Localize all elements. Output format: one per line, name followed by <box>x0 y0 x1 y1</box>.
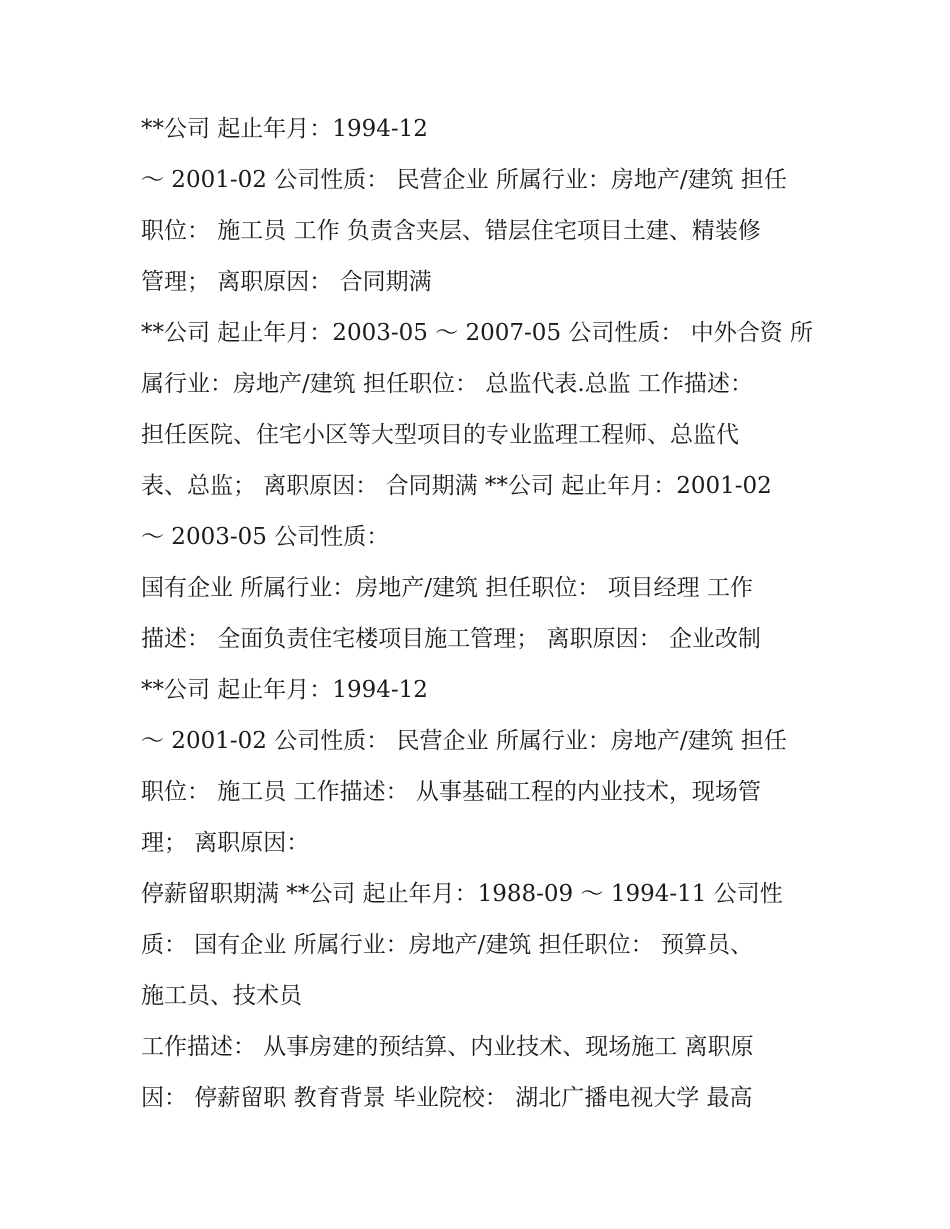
resume-work-history-text <box>141 104 821 1124</box>
text-line: 职位： 施工员 工作描述： 从事基础工程的内业技术，现场管 <box>141 779 761 805</box>
text-line: 属行业：房地产/建筑 担任职位： 总监代表.总监 工作描述： <box>141 371 753 397</box>
text-line: **公司 起止年月：2003-05 ～ 2007-05 公司性质： 中外合资 所 <box>141 320 814 346</box>
text-line: 描述： 全面负责住宅楼项目施工管理； 离职原因： 企业改制 <box>141 626 761 652</box>
text-line: 工作描述： 从事房建的预结算、内业技术、现场施工 离职原 <box>141 1034 754 1060</box>
text-line: 停薪留职期满 **公司 起止年月：1988-09 ～ 1994-11 公司性 <box>141 881 783 907</box>
text-line: **公司 起止年月：1994-12 <box>141 677 428 703</box>
text-line: ～ 2001-02 公司性质： 民营企业 所属行业：房地产/建筑 担任 <box>141 167 787 193</box>
text-line: 国有企业 所属行业：房地产/建筑 担任职位： 项目经理 工作 <box>141 575 753 601</box>
text-line: 理； 离职原因： <box>141 830 310 856</box>
text-line: 因： 停薪留职 教育背景 毕业院校： 湖北广播电视大学 最高 <box>141 1085 753 1111</box>
text-line: 表、总监； 离职原因： 合同期满 **公司 起止年月：2001-02 <box>141 473 772 499</box>
text-line: 担任医院、住宅小区等大型项目的专业监理工程师、总监代 <box>141 422 739 448</box>
text-line: 施工员、技术员 <box>141 983 302 1009</box>
text-line: 职位： 施工员 工作 负责含夹层、错层住宅项目土建、精装修 <box>141 218 761 244</box>
text-line: ～ 2003-05 公司性质： <box>141 524 390 550</box>
text-line: 质： 国有企业 所属行业：房地产/建筑 担任职位： 预算员、 <box>141 932 753 958</box>
text-line: **公司 起止年月：1994-12 <box>141 116 428 142</box>
text-line: 管理； 离职原因： 合同期满 <box>141 269 432 295</box>
text-line: ～ 2001-02 公司性质： 民营企业 所属行业：房地产/建筑 担任 <box>141 728 787 754</box>
